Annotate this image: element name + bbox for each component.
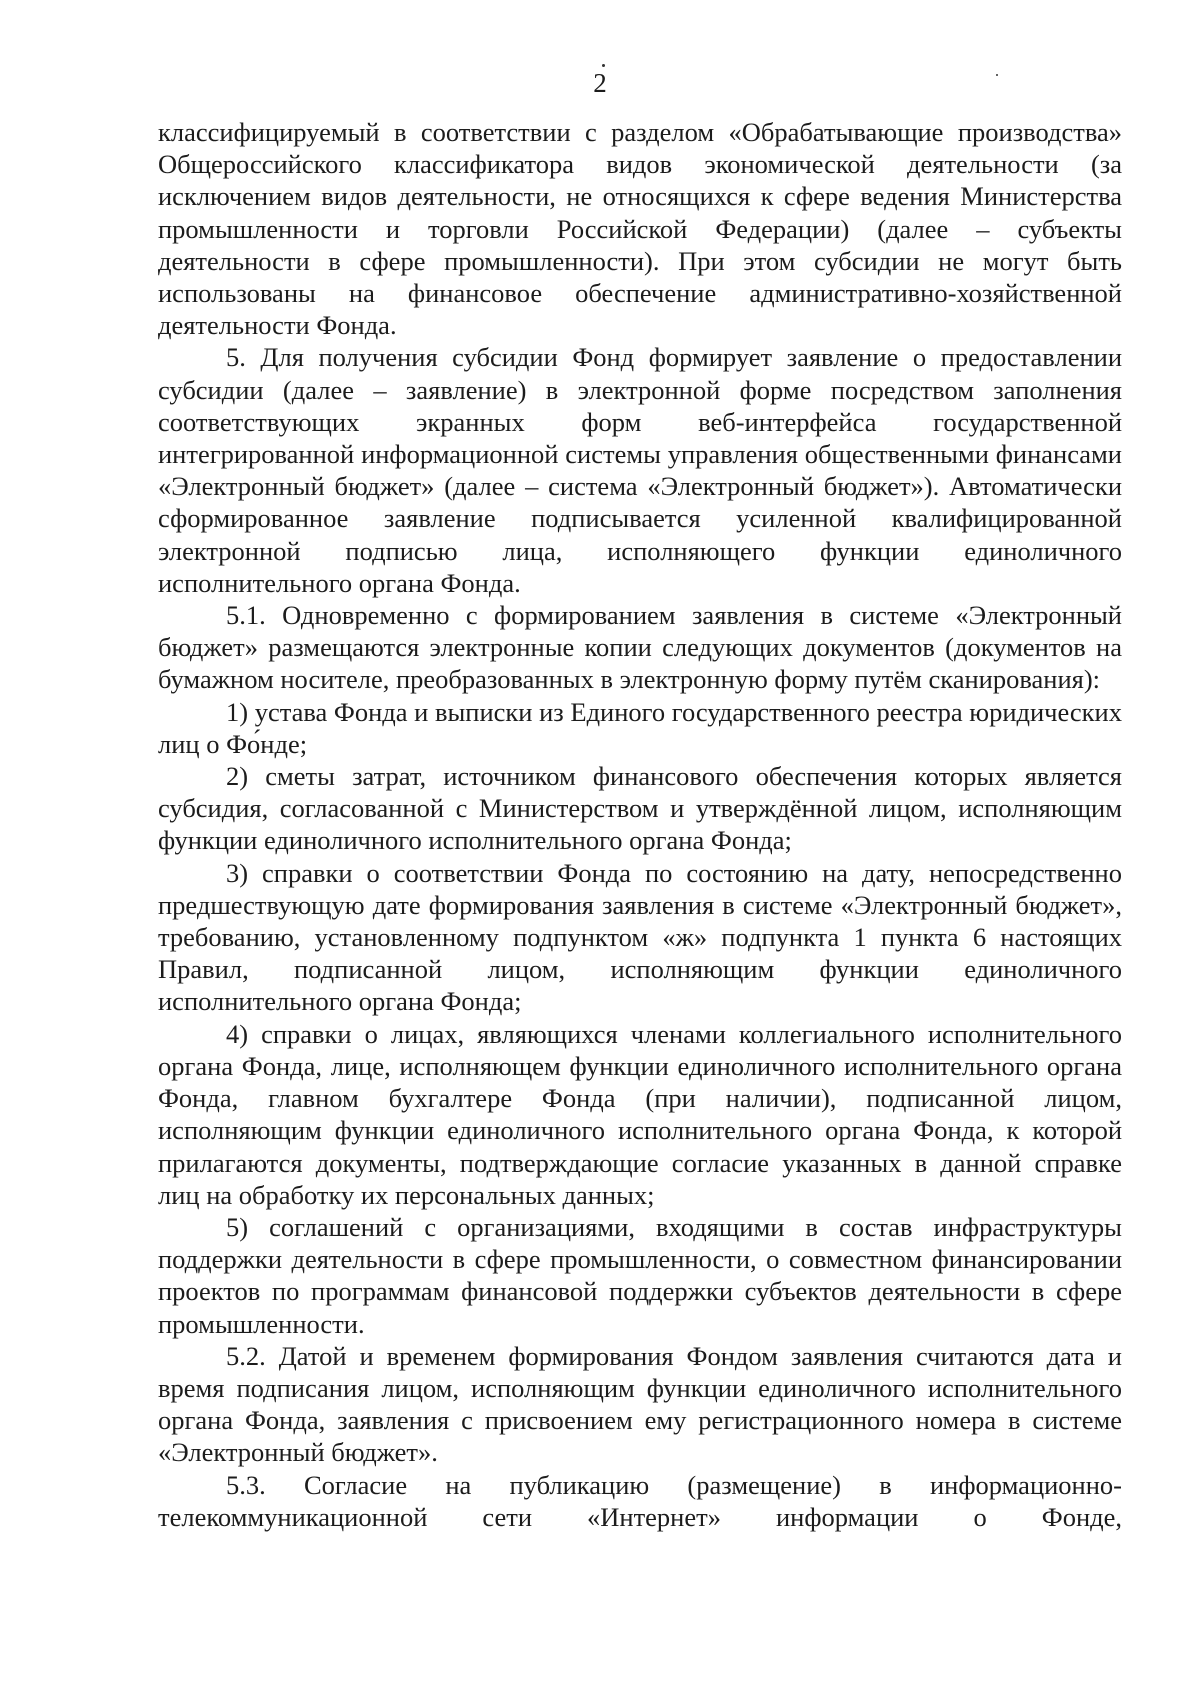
- list-item-1: 1) устава Фонда и выписки из Единого государственного реестра юридических лиц о Фо́нде;: [158, 696, 1122, 759]
- list-item-2: 2) сметы затрат, источником финансового обеспечения которых является субсидия, согласованной с Министерством и утверждённой лицом, исполняющим функции единоличного исполнительного органа Фонда;: [158, 761, 1122, 856]
- page-number: 2: [593, 68, 607, 98]
- scan-speck: [602, 64, 605, 67]
- paragraph-5-2: 5.2. Датой и временем формирования Фондом заявления считаются дата и время подписания лицом, исполняющим функции единоличного исполнительного органа Фонда, заявления с присвоением ему регистрационного номера в системе «Электронный бюджет».: [158, 1340, 1122, 1468]
- paragraph-5-3: 5.3. Согласие на публикацию (размещение) в информационно-телекоммуникационной сети «Интернет» информации о Фонде,: [158, 1469, 1122, 1532]
- paragraph-5: 5. Для получения субсидии Фонд формирует заявление о предоставлении субсидии (далее – заявление) в электронной форме посредством заполнения соответствующих экранных форм веб-интерфейса государственной интегрированной информационной системы управления общественными финансами «Электронный бюджет» (далее – система «Электронный бюджет»). Автоматически сформированное заявление подписывается усиленной квалифицированной электронной подписью лица, исполняющего функции единоличного исполнительного органа Фонда.: [158, 342, 1122, 598]
- paragraph-5-1: 5.1. Одновременно с формированием заявления в системе «Электронный бюджет» размещаются электронные копии следующих документов (документов на бумажном носителе, преобразованных в электронную форму путём сканирования):: [158, 600, 1122, 695]
- scan-speck: [996, 74, 998, 76]
- paragraph-continuation: классифицируемый в соответствии с разделом «Обрабатывающие производства» Общероссийского классификатора видов экономической деятельности (за исключением видов деятельности, не относящихся к сфере ведения Министерства промышленности и торговли Российской Федерации) (далее – субъекты деятельности в сфере промышленности). При этом субсидии не могут быть использованы на финансовое обеспечение административно-хозяйственной деятельности Фонда.: [158, 117, 1122, 341]
- list-item-5: 5) соглашений с организациями, входящими в состав инфраструктуры поддержки деятельности в сфере промышленности, о совместном финансировании проектов по программам финансовой поддержки субъектов деятельности в сфере промышленности.: [158, 1211, 1122, 1339]
- document-body: [158, 116, 1122, 1533]
- list-item-3: 3) справки о соответствии Фонда по состоянию на дату, непосредственно предшествующую дате формирования заявления в системе «Электронный бюджет», требованию, установленному подпунктом «ж» подпункта 1 пункта 6 настоящих Правил, подписанной лицом, исполняющим функции единоличного исполнительного органа Фонда;: [158, 857, 1122, 1017]
- list-item-4: 4) справки о лицах, являющихся членами коллегиального исполнительного органа Фонда, лице, исполняющем функции единоличного исполнительного органа Фонда, главном бухгалтере Фонда (при наличии), подписанной лицом, исполняющим функции единоличного исполнительного органа Фонда, к которой прилагаются документы, подтверждающие согласие указанных в данной справке лиц на обработку их персональных данных;: [158, 1018, 1122, 1210]
